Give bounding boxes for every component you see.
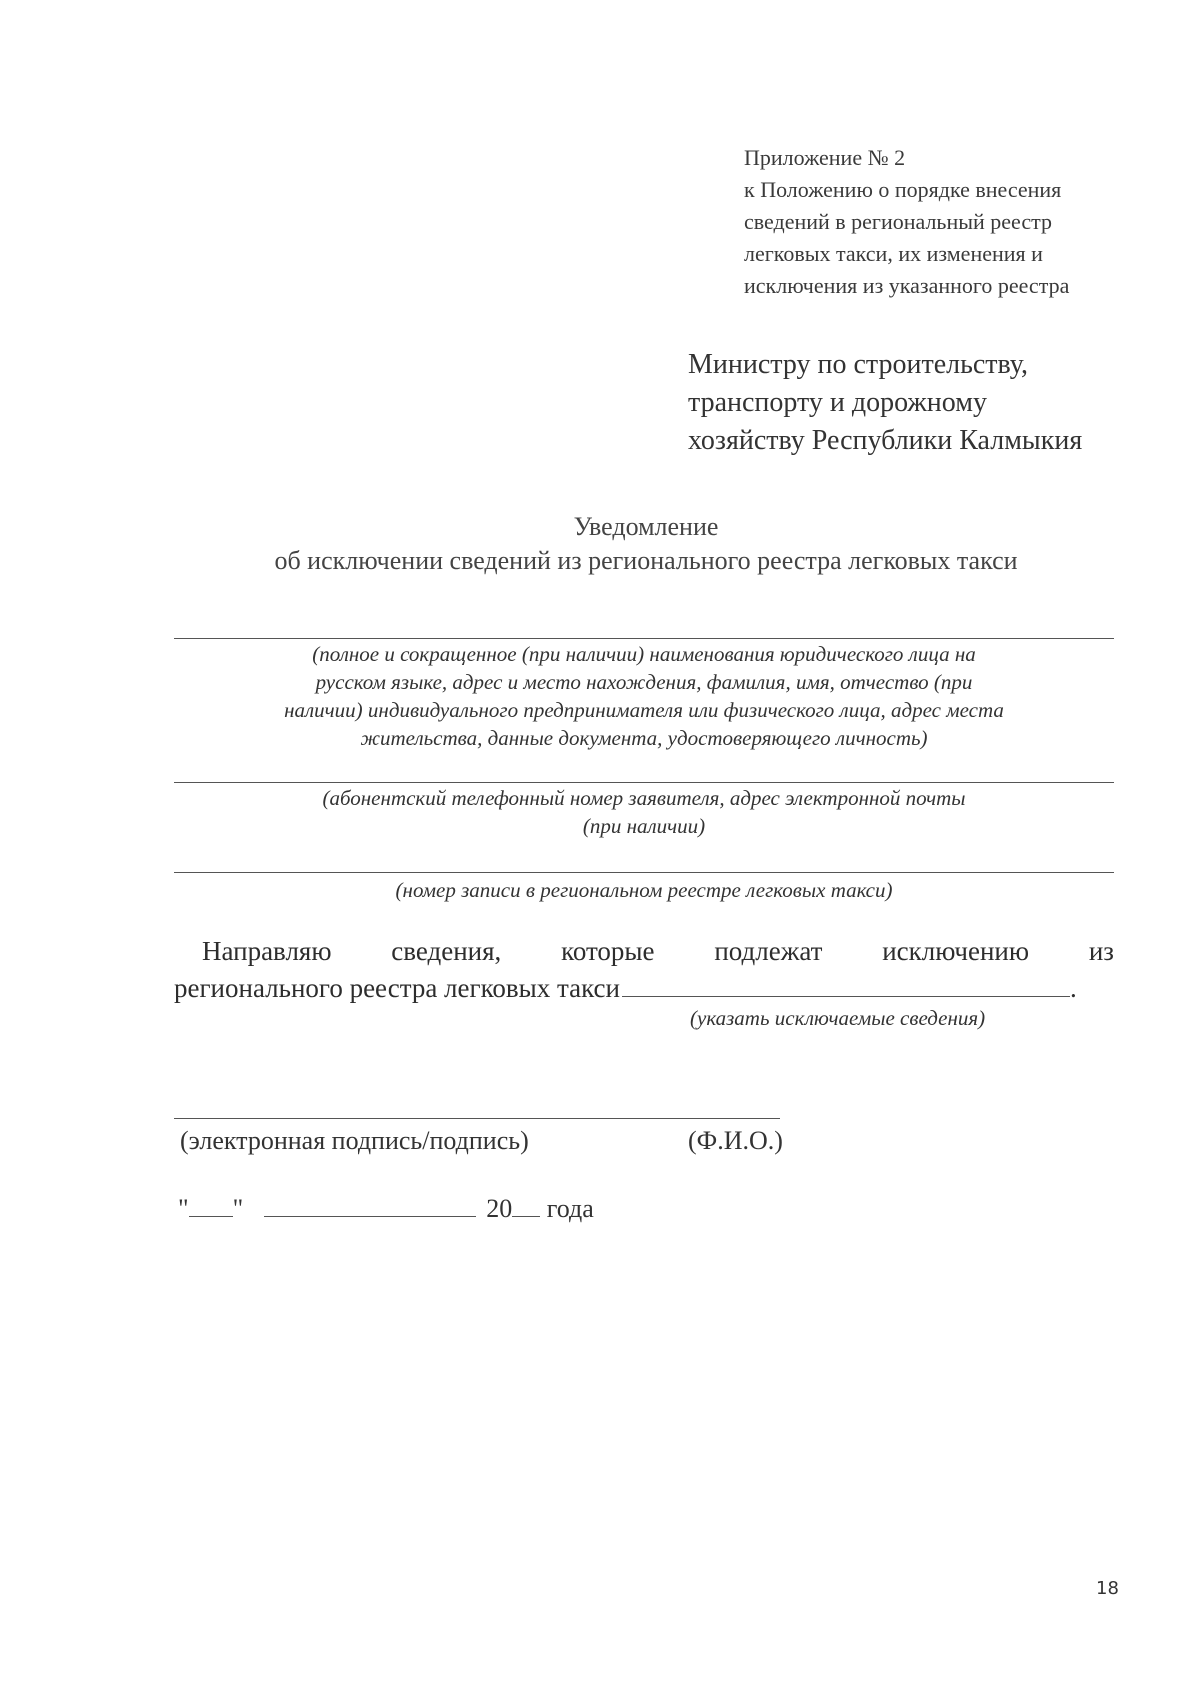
body-line-2 xyxy=(174,972,1114,1004)
addressee-line: Министру по строительству, xyxy=(688,349,1028,380)
body-word: из xyxy=(1088,936,1114,966)
full-name-label: (Ф.И.О.) xyxy=(688,1126,783,1155)
caption-line: жительства, данные документа, удостоверяющего личность) xyxy=(360,726,928,750)
signature-label: (электронная подпись/подпись) xyxy=(180,1126,529,1155)
applicant-fill-line[interactable] xyxy=(174,638,1114,639)
body-word: подлежат xyxy=(714,936,823,966)
body-word: сведения, xyxy=(391,936,502,966)
month-fill-line[interactable] xyxy=(264,1194,476,1217)
body-line-1 xyxy=(174,936,1114,967)
body-word: которые xyxy=(561,936,655,966)
year-prefix: 20 xyxy=(486,1194,513,1223)
year-fill-line[interactable] xyxy=(512,1194,540,1217)
addressee-block xyxy=(688,346,1168,460)
body-text: регионального реестра легковых такси xyxy=(174,973,620,1003)
record-number-caption: (номер записи в региональном реестре легковых такси) xyxy=(395,878,893,902)
day-fill-line[interactable] xyxy=(189,1194,233,1217)
body-period: . xyxy=(1069,973,1077,1003)
appendix-line: Приложение № 2 xyxy=(744,145,906,170)
document-title: Уведомление xyxy=(573,512,719,541)
body-word: Направляю xyxy=(202,936,332,966)
quote-open: " xyxy=(178,1194,189,1223)
contacts-caption xyxy=(174,784,1114,840)
appendix-line: к Положению о порядке внесения xyxy=(744,177,1062,202)
appendix-line: исключения из указанного реестра xyxy=(744,273,1070,298)
signature-fill-line[interactable] xyxy=(174,1118,780,1119)
document-subtitle: об исключении сведений из регионального реестра легковых такси xyxy=(274,546,1018,575)
caption-line: (при наличии) xyxy=(582,814,706,838)
excluded-info-hint: (указать исключаемые сведения) xyxy=(690,1006,986,1030)
body-word: исключению xyxy=(882,936,1030,966)
excluded-info-fill-line[interactable] xyxy=(622,972,1070,997)
caption-line: (абонентский телефонный номер заявителя, адрес электронной почты xyxy=(322,786,966,810)
caption-line: наличии) индивидуального предпринимателя или физического лица, адрес места xyxy=(284,698,1004,722)
record-number-fill-line[interactable] xyxy=(174,872,1114,873)
addressee-line: транспорту и дорожному xyxy=(688,387,987,418)
appendix-header xyxy=(744,142,1164,302)
date-line xyxy=(178,1194,594,1224)
appendix-line: сведений в региональный реестр xyxy=(744,209,1053,234)
caption-line: (полное и сокращенное (при наличии) наименования юридического лица на xyxy=(312,642,976,666)
applicant-caption xyxy=(174,640,1114,752)
caption-line: русском языке, адрес и место нахождения, фамилия, имя, отчество (при xyxy=(315,670,973,694)
addressee-line: хозяйству Республики Калмыкия xyxy=(688,425,1083,456)
appendix-line: легковых такси, их изменения и xyxy=(744,241,1043,266)
page-number: 18 xyxy=(1096,1578,1119,1599)
contacts-fill-line[interactable] xyxy=(174,782,1114,783)
year-suffix: года xyxy=(546,1194,594,1223)
quote-close: " xyxy=(232,1194,244,1223)
